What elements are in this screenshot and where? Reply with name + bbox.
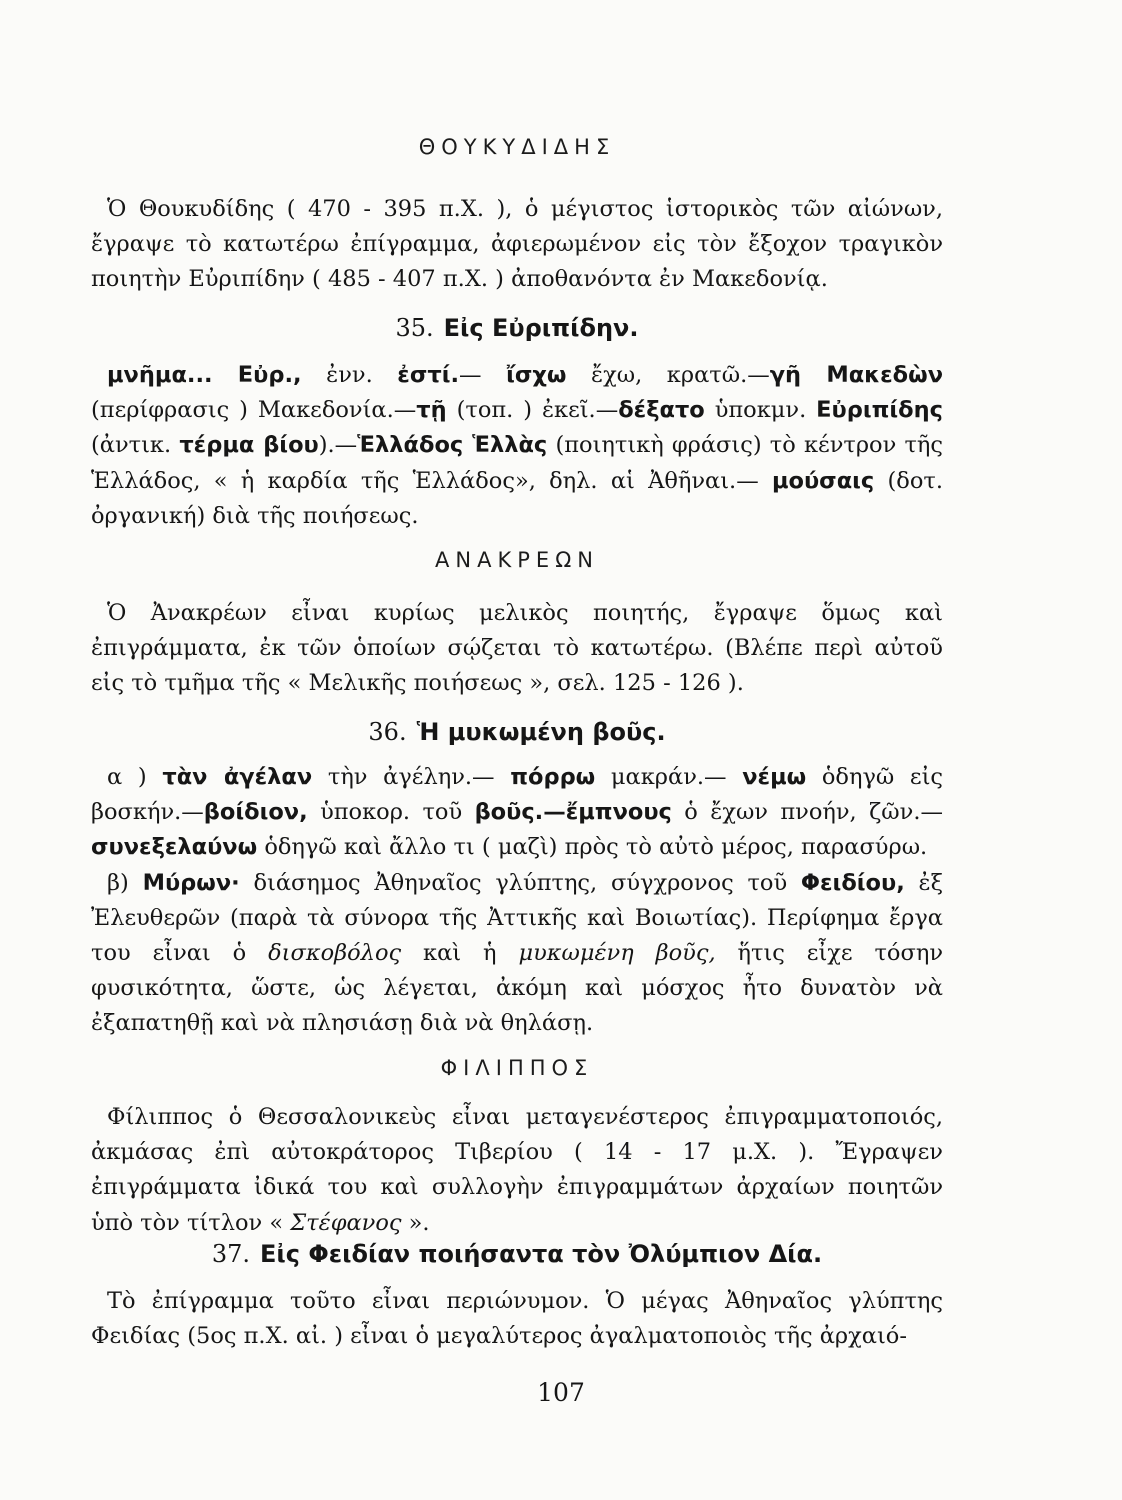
gloss-text: ὁ ἔχων πνοήν, ζῶν.— <box>671 799 943 826</box>
poem-number: 37. <box>211 1240 251 1268</box>
gloss-term: τέρμα βίου <box>179 432 319 459</box>
gloss-term: ἐστί. <box>397 362 460 388</box>
section-heading-philippos: ΦΙΛΙΠΠΟΣ <box>440 1056 594 1080</box>
gloss-text: (περίφρασις ) Μακεδονία.— <box>91 397 417 424</box>
intro-text-end: ». <box>401 1209 430 1236</box>
gloss-text: ).— <box>318 432 358 459</box>
gloss-term: βοῦς.—ἔμπνους <box>474 799 672 826</box>
gloss-term: Εὐριπίδης <box>816 397 943 424</box>
gloss-term: Φειδίου, <box>800 869 905 896</box>
gloss-text: ἥτις εἶχε τόσην φυσικότητα, ὥστε, ὡς λέγεται, ἀκόμη καὶ μόσχος ἦτο δυνατὸν νὰ ἐξαπατηθῇ καὶ νὰ πλησιάσῃ διὰ νὰ θηλάσῃ. <box>91 940 943 1037</box>
poem-number: 36. <box>368 718 407 746</box>
gloss-term: μούσαις <box>771 467 875 494</box>
gloss-text: ὁδηγῶ καὶ ἄλλο τι ( μαζὶ) πρὸς τὸ αὐτὸ μέρος, παρασύρω. <box>257 834 928 861</box>
notes-36 <box>91 760 943 1042</box>
intro-thucydides <box>91 192 943 298</box>
gloss-term: μνῆμα... Εὐρ., <box>107 362 302 388</box>
poem-title-37 <box>91 1240 943 1268</box>
poem-name: Εἰς Εὐριπίδην. <box>443 314 639 342</box>
gloss-text: ἐξ Ἐλευθερῶν (παρὰ τὰ σύνορα τῆς Ἀττικῆς καὶ Βοιωτίας). Περίφημα ἔργα του εἶναι ὁ <box>91 869 943 967</box>
gloss-text: α ) <box>107 764 163 790</box>
intro-title-italic: Στέφανος <box>290 1209 402 1236</box>
body-text: Τὸ ἐπίγραμμα τοῦτο εἶναι περιώνυμον. Ὁ μέγας Ἀθηναῖος γλύπτης Φειδίας (5ος π.Χ. αἰ. ) εἶναι ὁ μεγαλύτερος ἀγαλματοποιὸς τῆς ἀρχαιό- <box>91 1288 943 1350</box>
notes-35 <box>91 358 943 534</box>
intro-text: Ὁ Ἀνακρέων εἶναι κυρίως μελικὸς ποιητής, ἔγραψε ὅμως καὶ ἐπιγράμματα, ἐκ τῶν ὁποίων σῴζεται τὸ κατωτέρω. (Βλέπε περὶ αὐτοῦ εἰς τὸ τμῆμα τῆς « Μελικῆς ποιήσεως », σελ. 125 - 126 ). <box>91 600 943 697</box>
gloss-text: (δοτ. ὀργανική) διὰ τῆς ποιήσεως. <box>91 467 943 529</box>
poem-title-35 <box>91 314 943 342</box>
notes-paragraph <box>91 358 943 534</box>
gloss-term: νέμω <box>742 764 807 790</box>
section-heading-anacreon: ΑΝΑΚΡΕΩΝ <box>435 548 599 572</box>
gloss-text: καὶ ἡ <box>401 940 519 967</box>
gloss-term: πόρρω <box>510 764 596 790</box>
page-number: 107 <box>537 1378 585 1407</box>
gloss-text: ὑποκορ. τοῦ <box>307 799 475 826</box>
gloss-text: μακράν.— <box>595 764 743 790</box>
poem-name: Ἡ μυκωμένη βοῦς. <box>416 718 666 746</box>
gloss-term: ἴσχω <box>506 362 567 388</box>
intro-text <box>91 1100 943 1241</box>
gloss-term: δέξατο <box>618 397 705 424</box>
gloss-term: βοίδιον, <box>203 799 308 826</box>
gloss-text: (ἀντικ. <box>91 432 180 459</box>
intro-anacreon <box>91 596 943 702</box>
gloss-italic: δισκοβόλος <box>268 940 402 967</box>
gloss-term: τὰν ἀγέλαν <box>162 764 313 790</box>
gloss-text: — <box>459 362 507 388</box>
gloss-text: διάσημος Ἀθηναῖος γλύπτης, σύγχρονος τοῦ <box>239 869 801 896</box>
gloss-text: (ποιητικὴ φράσις) τὸ κέντρον τῆς Ἑλλάδος, « ἡ καρδία τῆς Ἑλλάδος», δηλ. αἱ Ἀθῆναι.— <box>91 432 943 494</box>
gloss-text: τὴν ἀγέλην.— <box>312 764 511 790</box>
gloss-term: Ἑλλάδος Ἑλλὰς <box>357 432 548 459</box>
poem-number: 35. <box>395 314 434 342</box>
gloss-italic: μυκωμένη βοῦς, <box>518 940 716 967</box>
gloss-text: ἔχω, κρατῶ.— <box>566 362 770 388</box>
section-heading-thucydides: ΘΟΥΚΥΔΙΔΗΣ <box>418 135 616 159</box>
gloss-term: τῇ <box>416 397 447 424</box>
intro-philippos <box>91 1100 943 1241</box>
gloss-term: Μύρων· <box>142 869 240 896</box>
poem-title-36 <box>91 718 943 746</box>
gloss-text: ὑποκμν. <box>704 397 817 424</box>
gloss-term: γῆ Μακεδὼν <box>769 362 944 388</box>
gloss-text: β) <box>107 869 143 896</box>
intro-text: Ὁ Θουκυδίδης ( 470 - 395 π.Χ. ), ὁ μέγιστος ἱστορικὸς τῶν αἰώνων, ἔγραψε τὸ κατωτέρω ἐπίγραμμα, ἀφιερωμένον εἰς τὸν ἔξοχον τραγικὸν ποιητὴν Εὐριπίδην ( 485 - 407 π.Χ. ) ἀποθανόντα ἐν Μακεδονίᾳ. <box>91 196 943 293</box>
gloss-text: ὁδηγῶ εἰς βοσκήν.— <box>91 764 944 826</box>
poem-name: Εἰς Φειδίαν ποιήσαντα τὸν Ὀλύμπιον Δία. <box>260 1240 823 1268</box>
intro-text-main: Φίλιππος ὁ Θεσσαλονικεὺς εἶναι μεταγενέστερος ἐπιγραμματοποιός, ἀκμάσας ἐπὶ αὐτοκράτορος Τιβερίου ( 14 - 17 μ.Χ. ). Ἔγραψεν ἐπιγράμματα ἰδικά του καὶ συλλογὴν ἐπιγραμμάτων ἀρχαίων ποιητῶν ὑπὸ τὸν τίτλον « <box>91 1104 943 1236</box>
gloss-term: συνεξελαύνω <box>91 834 258 861</box>
gloss-text: (τοπ. ) ἐκεῖ.— <box>446 397 619 424</box>
notes-paragraph-a <box>91 760 943 866</box>
text-37 <box>91 1284 943 1354</box>
notes-paragraph-b <box>91 866 943 1042</box>
gloss-text: ἐνν. <box>301 362 398 388</box>
